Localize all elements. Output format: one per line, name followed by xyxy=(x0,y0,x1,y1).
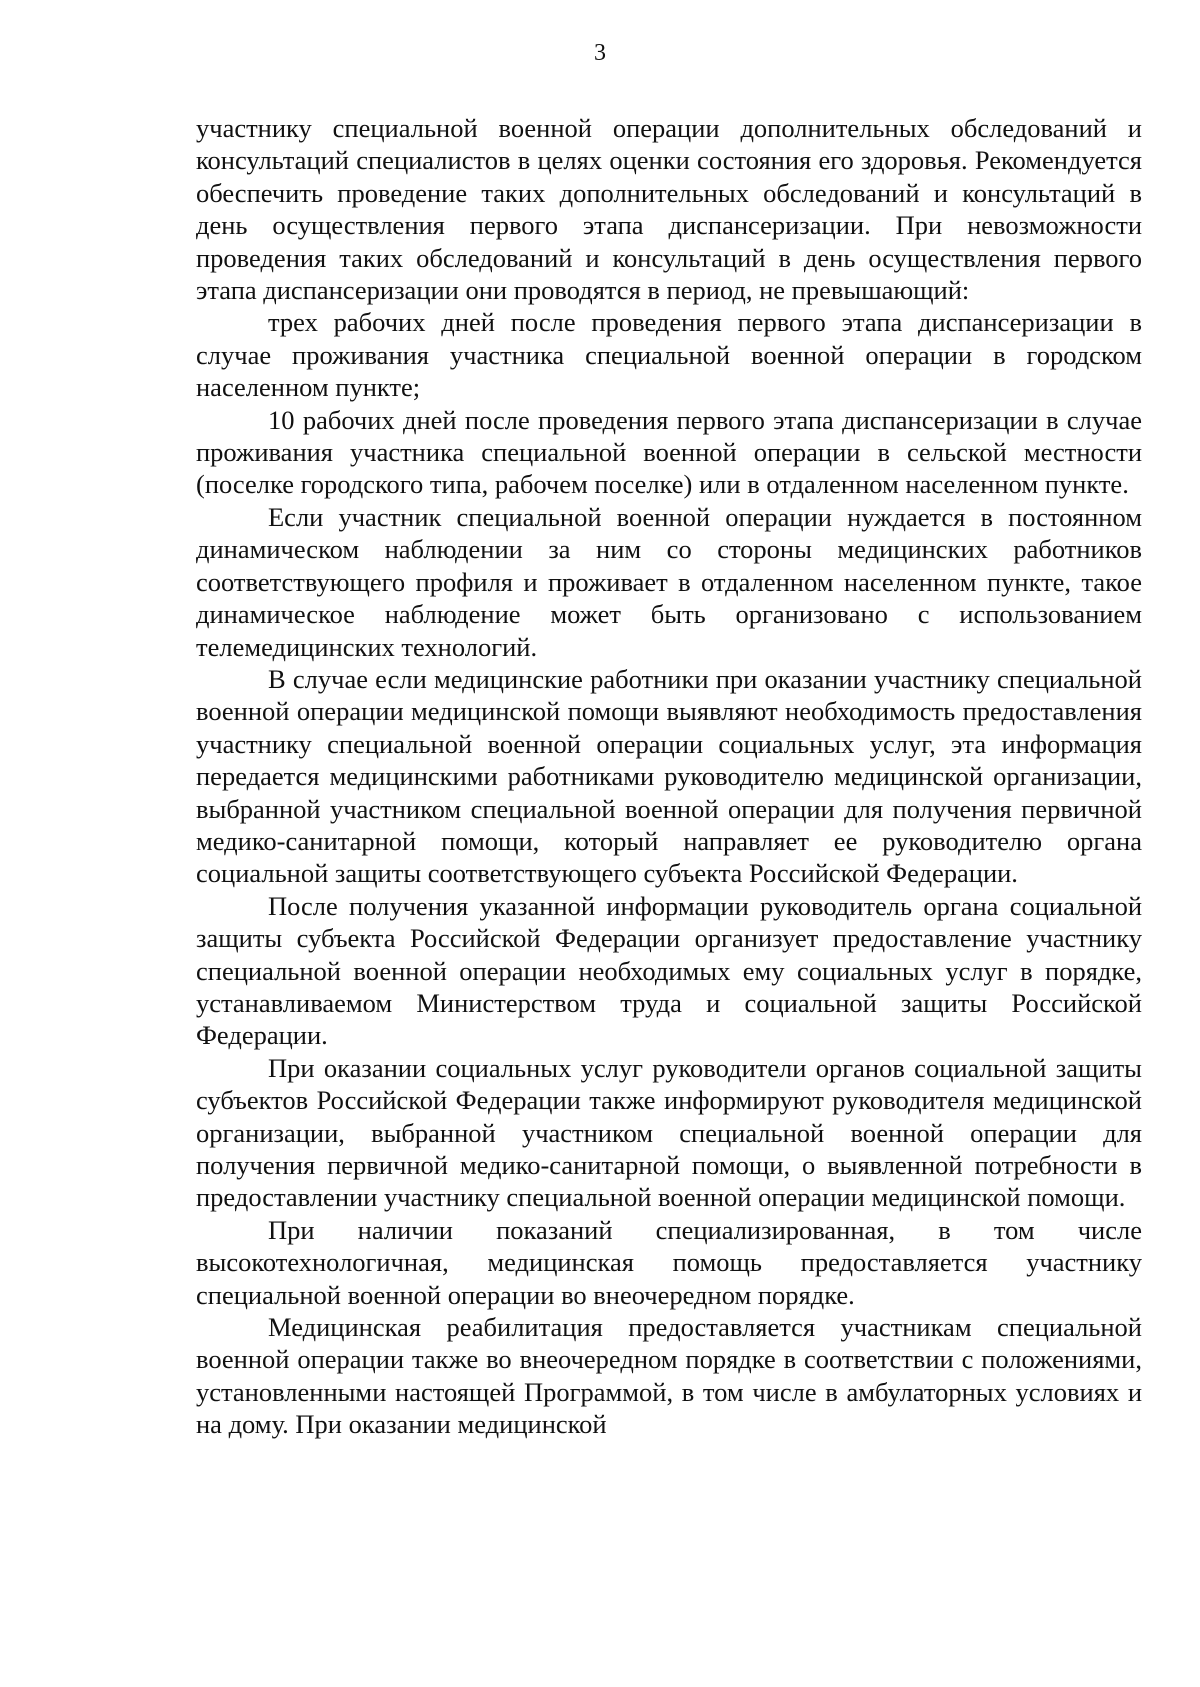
paragraph-urban-term: трех рабочих дней после проведения первого этапа диспансеризации в случае проживания участника специальной военной операции в городском населенном пункте; xyxy=(196,307,1142,403)
paragraph-rural-term: 10 рабочих дней после проведения первого этапа диспансеризации в случае проживания участника специальной военной операции в сельской местности (поселке городского типа, рабочем поселке) или в отдаленном населенном пункте. xyxy=(196,404,1142,500)
page-number: 3 xyxy=(594,40,606,66)
paragraph-informing: При оказании социальных услуг руководители органов социальной защиты субъектов Российской Федерации также информируют руководителя медицинской организации, выбранной участником специальной военной операции для получения первичной медико-санитарной помощи, о выявленной потребности в предоставлении участнику специальной военной операции медицинской помощи. xyxy=(196,1052,1142,1213)
paragraph-specialized-care: При наличии показаний специализированная, в том числе высокотехнологичная, медицинская помощь предоставляется участнику специальной военной операции во внеочередном порядке. xyxy=(196,1214,1142,1310)
paragraph-social-protection: После получения указанной информации руководитель органа социальной защиты субъекта Российской Федерации организует предоставление участнику специальной военной операции необходимых ему социальных услуг в порядке, устанавливаемом Министерством труда и социальной защиты Российской Федерации. xyxy=(196,890,1142,1051)
document-body xyxy=(196,112,1142,1441)
paragraph-rehabilitation: Медицинская реабилитация предоставляется участникам специальной военной операции также во внеочередном порядке в соответствии с положениями, установленными настоящей Программой, в том числе в амбулаторных условиях и на дому. При оказании медицинской xyxy=(196,1312,1142,1440)
paragraph-telemedicine: Если участник специальной военной операции нуждается в постоянном динамическом наблюдении за ним со стороны медицинских работников соответствующего профиля и проживает в отдаленном населенном пункте, такое динамическое наблюдение может быть организовано с использованием телемедицинских технологий. xyxy=(196,501,1142,662)
paragraph-social-services-need: В случае если медицинские работники при оказании участнику специальной военной операции медицинской помощи выявляют необходимость предоставления участнику специальной военной операции социальных услуг, эта информация передается медицинскими работниками руководителю медицинской организации, выбранной участником специальной военной операции для получения первичной медико-санитарной помощи, который направляет ее руководителю органа социальной защиты соответствующего субъекта Российской Федерации. xyxy=(196,663,1142,889)
paragraph-continuation: участнику специальной военной операции дополнительных обследований и консультаций специалистов в целях оценки состояния его здоровья. Рекомендуется обеспечить проведение таких дополнительных обследований и консультаций в день осуществления первого этапа диспансеризации. При невозможности проведения таких обследований и консультаций в день осуществления первого этапа диспансеризации они проводятся в период, не превышающий: xyxy=(196,113,1142,306)
